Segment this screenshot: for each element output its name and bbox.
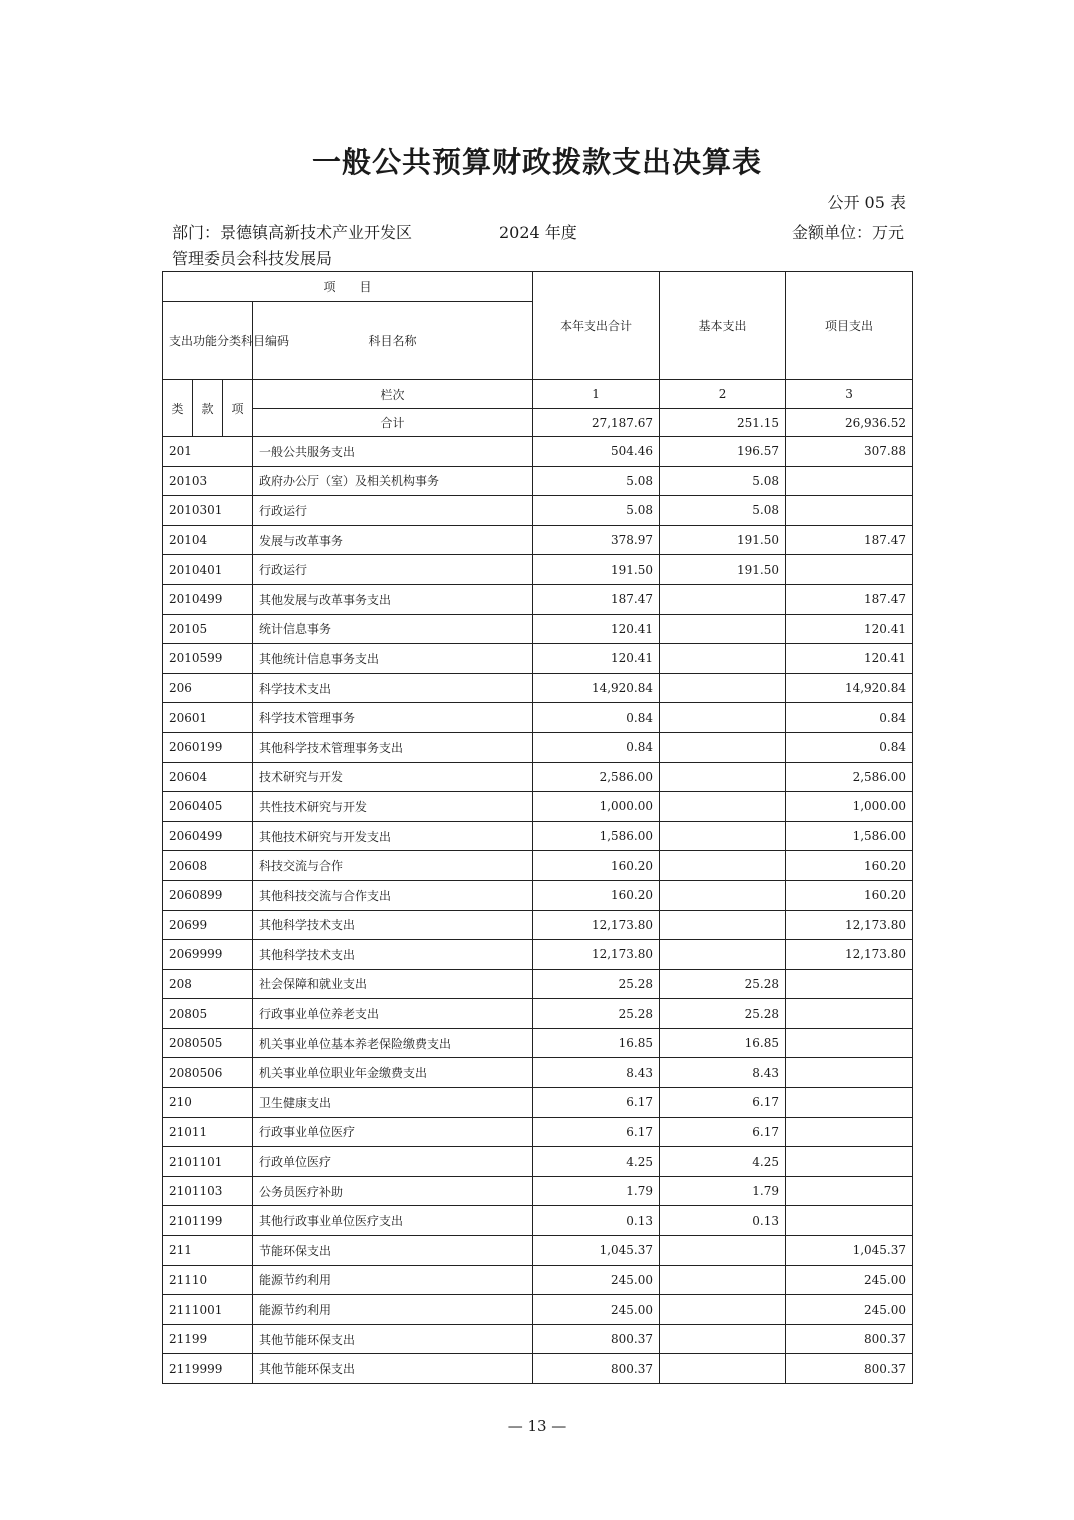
row-code: 20608 [163,851,253,881]
row-total: 1,586.00 [533,821,660,851]
row-total: 25.28 [533,999,660,1029]
table-row [163,614,913,644]
row-subject-name: 其他科学技术支出 [253,940,533,970]
row-subject-name: 行政运行 [253,496,533,526]
row-subject-name: 能源节约利用 [253,1295,533,1325]
row-project [786,466,913,496]
row-subject-name: 统计信息事务 [253,614,533,644]
row-total: 0.84 [533,703,660,733]
row-project: 1,045.37 [786,1236,913,1266]
header-col-index-label: 栏次 [253,380,533,409]
row-code: 2060199 [163,732,253,762]
row-project: 2,586.00 [786,762,913,792]
table-row [163,762,913,792]
row-project [786,1176,913,1206]
row-subject-name: 行政事业单位养老支出 [253,999,533,1029]
table-row [163,1265,913,1295]
department-line-1: 部门：景德镇高新技术产业开发区 [172,223,413,242]
row-subject-name: 其他节能环保支出 [253,1354,533,1384]
total-row-project: 26,936.52 [786,409,913,437]
row-total: 4.25 [533,1147,660,1177]
row-basic: 191.50 [660,555,786,585]
row-total: 0.84 [533,732,660,762]
row-code: 20699 [163,910,253,940]
row-subject-name: 其他统计信息事务支出 [253,644,533,674]
row-total: 2,586.00 [533,762,660,792]
header-xiang: 项 [223,380,253,437]
row-code: 2010599 [163,644,253,674]
header-idx-2: 2 [660,380,786,409]
row-total: 191.50 [533,555,660,585]
row-subject-name: 其他科学技术管理事务支出 [253,732,533,762]
form-number: 公开 05 表 [827,193,906,212]
row-project [786,1088,913,1118]
table-row [163,851,913,881]
row-basic [660,644,786,674]
row-total: 6.17 [533,1117,660,1147]
row-code: 20805 [163,999,253,1029]
row-subject-name: 卫生健康支出 [253,1088,533,1118]
table-row [163,1028,913,1058]
row-code: 2010401 [163,555,253,585]
amount-unit: 金额单位：万元 [791,223,904,242]
row-project [786,555,913,585]
header-lei: 类 [163,380,193,437]
row-subject-name: 科学技术支出 [253,673,533,703]
row-code: 211 [163,1236,253,1266]
row-basic: 4.25 [660,1147,786,1177]
row-total: 120.41 [533,644,660,674]
row-basic [660,703,786,733]
row-basic: 8.43 [660,1058,786,1088]
total-row-label: 合计 [253,409,533,437]
department-line-2: 管理委员会科技发展局 [172,249,333,268]
row-total: 378.97 [533,525,660,555]
table-row [163,1088,913,1118]
table-row [163,437,913,467]
row-total: 0.13 [533,1206,660,1236]
header-idx-1: 1 [533,380,660,409]
table-row [163,969,913,999]
row-total: 160.20 [533,851,660,881]
row-code: 2010499 [163,584,253,614]
header-item: 项 目 [163,272,533,302]
row-total: 1,045.37 [533,1236,660,1266]
row-project: 800.37 [786,1354,913,1384]
row-code: 2060405 [163,792,253,822]
table-row [163,1206,913,1236]
row-basic [660,1236,786,1266]
row-basic [660,792,786,822]
budget-table [162,271,913,1384]
row-project: 12,173.80 [786,910,913,940]
table-row [163,1117,913,1147]
table-row [163,703,913,733]
row-code: 206 [163,673,253,703]
page-number: — 13 — [507,1417,567,1435]
row-project: 1,000.00 [786,792,913,822]
row-subject-name: 其他技术研究与开发支出 [253,821,533,851]
row-total: 245.00 [533,1265,660,1295]
row-basic: 6.17 [660,1088,786,1118]
row-code: 2069999 [163,940,253,970]
row-code: 2101101 [163,1147,253,1177]
row-project: 0.84 [786,703,913,733]
row-subject-name: 机关事业单位职业年金缴费支出 [253,1058,533,1088]
row-total: 14,920.84 [533,673,660,703]
table-row [163,496,913,526]
row-code: 20601 [163,703,253,733]
header-func-code: 支出功能分类科目编码 [163,302,253,380]
row-total: 5.08 [533,466,660,496]
table-row [163,1058,913,1088]
table-row [163,1324,913,1354]
fiscal-year: 2024 年度 [499,223,577,242]
row-basic: 0.13 [660,1206,786,1236]
row-basic [660,732,786,762]
row-total: 1.79 [533,1176,660,1206]
row-code: 208 [163,969,253,999]
row-subject-name: 行政事业单位医疗 [253,1117,533,1147]
row-basic: 6.17 [660,1117,786,1147]
row-basic [660,1295,786,1325]
row-subject-name: 科技交流与合作 [253,851,533,881]
row-basic [660,1265,786,1295]
row-subject-name: 公务员医疗补助 [253,1176,533,1206]
row-project: 0.84 [786,732,913,762]
row-basic: 196.57 [660,437,786,467]
table-row [163,1236,913,1266]
row-subject-name: 其他节能环保支出 [253,1324,533,1354]
row-total: 187.47 [533,584,660,614]
row-subject-name: 其他行政事业单位医疗支出 [253,1206,533,1236]
row-subject-name: 行政单位医疗 [253,1147,533,1177]
table-row [163,999,913,1029]
row-subject-name: 科学技术管理事务 [253,703,533,733]
page-title: 一般公共预算财政拨款支出决算表 [311,145,762,179]
row-project: 160.20 [786,880,913,910]
row-code: 210 [163,1088,253,1118]
row-code: 2080506 [163,1058,253,1088]
row-project [786,969,913,999]
table-row [163,910,913,940]
table-row [163,644,913,674]
header-basic: 基本支出 [660,272,786,380]
table-row [163,880,913,910]
row-subject-name: 行政运行 [253,555,533,585]
row-basic [660,584,786,614]
row-basic [660,940,786,970]
row-basic: 1.79 [660,1176,786,1206]
row-basic: 5.08 [660,496,786,526]
row-project: 245.00 [786,1265,913,1295]
row-code: 20604 [163,762,253,792]
row-project: 120.41 [786,644,913,674]
table-row [163,821,913,851]
row-code: 2010301 [163,496,253,526]
header-kuan: 款 [193,380,223,437]
table-row [163,1354,913,1384]
row-subject-name: 共性技术研究与开发 [253,792,533,822]
row-code: 20105 [163,614,253,644]
row-code: 2111001 [163,1295,253,1325]
row-project: 120.41 [786,614,913,644]
row-project [786,1206,913,1236]
row-subject-name: 能源节约利用 [253,1265,533,1295]
row-code: 2119999 [163,1354,253,1384]
row-code: 20103 [163,466,253,496]
table-row [163,1147,913,1177]
row-subject-name: 社会保障和就业支出 [253,969,533,999]
row-basic [660,910,786,940]
row-total: 120.41 [533,614,660,644]
row-project [786,999,913,1029]
row-code: 2060899 [163,880,253,910]
row-total: 12,173.80 [533,910,660,940]
row-basic: 25.28 [660,999,786,1029]
row-total: 12,173.80 [533,940,660,970]
row-code: 2060499 [163,821,253,851]
table-row [163,792,913,822]
header-total: 本年支出合计 [533,272,660,380]
row-project [786,1058,913,1088]
table-row [163,555,913,585]
row-total: 800.37 [533,1354,660,1384]
row-total: 16.85 [533,1028,660,1058]
row-project: 160.20 [786,851,913,881]
row-subject-name: 技术研究与开发 [253,762,533,792]
row-total: 25.28 [533,969,660,999]
table-row [163,1295,913,1325]
table-row [163,584,913,614]
row-code: 20104 [163,525,253,555]
row-code: 21110 [163,1265,253,1295]
row-project: 800.37 [786,1324,913,1354]
row-basic: 16.85 [660,1028,786,1058]
row-code: 2101199 [163,1206,253,1236]
row-basic [660,1354,786,1384]
row-subject-name: 其他科技交流与合作支出 [253,880,533,910]
row-total: 800.37 [533,1324,660,1354]
row-project [786,1117,913,1147]
row-basic [660,614,786,644]
table-row [163,940,913,970]
row-basic [660,762,786,792]
row-code: 2080505 [163,1028,253,1058]
row-subject-name: 发展与改革事务 [253,525,533,555]
total-row-basic: 251.15 [660,409,786,437]
row-subject-name: 其他科学技术支出 [253,910,533,940]
row-basic [660,880,786,910]
row-total: 504.46 [533,437,660,467]
row-total: 160.20 [533,880,660,910]
row-total: 245.00 [533,1295,660,1325]
row-basic [660,821,786,851]
table-row [163,466,913,496]
row-subject-name: 节能环保支出 [253,1236,533,1266]
row-basic: 5.08 [660,466,786,496]
row-project [786,1147,913,1177]
row-subject-name: 其他发展与改革事务支出 [253,584,533,614]
row-project: 14,920.84 [786,673,913,703]
table-row [163,732,913,762]
row-code: 21011 [163,1117,253,1147]
row-project: 307.88 [786,437,913,467]
row-subject-name: 一般公共服务支出 [253,437,533,467]
header-idx-3: 3 [786,380,913,409]
table-row [163,525,913,555]
row-basic [660,851,786,881]
row-total: 1,000.00 [533,792,660,822]
row-basic [660,1324,786,1354]
row-project: 1,586.00 [786,821,913,851]
row-basic: 191.50 [660,525,786,555]
row-code: 21199 [163,1324,253,1354]
header-subject-name: 科目名称 [253,302,533,380]
row-project: 12,173.80 [786,940,913,970]
row-code: 201 [163,437,253,467]
row-subject-name: 政府办公厅（室）及相关机构事务 [253,466,533,496]
total-row-total: 27,187.67 [533,409,660,437]
row-project [786,496,913,526]
row-basic: 25.28 [660,969,786,999]
table-row [163,673,913,703]
header-project: 项目支出 [786,272,913,380]
row-project: 187.47 [786,525,913,555]
row-project: 245.00 [786,1295,913,1325]
row-subject-name: 机关事业单位基本养老保险缴费支出 [253,1028,533,1058]
row-code: 2101103 [163,1176,253,1206]
row-project: 187.47 [786,584,913,614]
row-total: 6.17 [533,1088,660,1118]
row-project [786,1028,913,1058]
row-total: 5.08 [533,496,660,526]
row-basic [660,673,786,703]
row-total: 8.43 [533,1058,660,1088]
table-row [163,1176,913,1206]
